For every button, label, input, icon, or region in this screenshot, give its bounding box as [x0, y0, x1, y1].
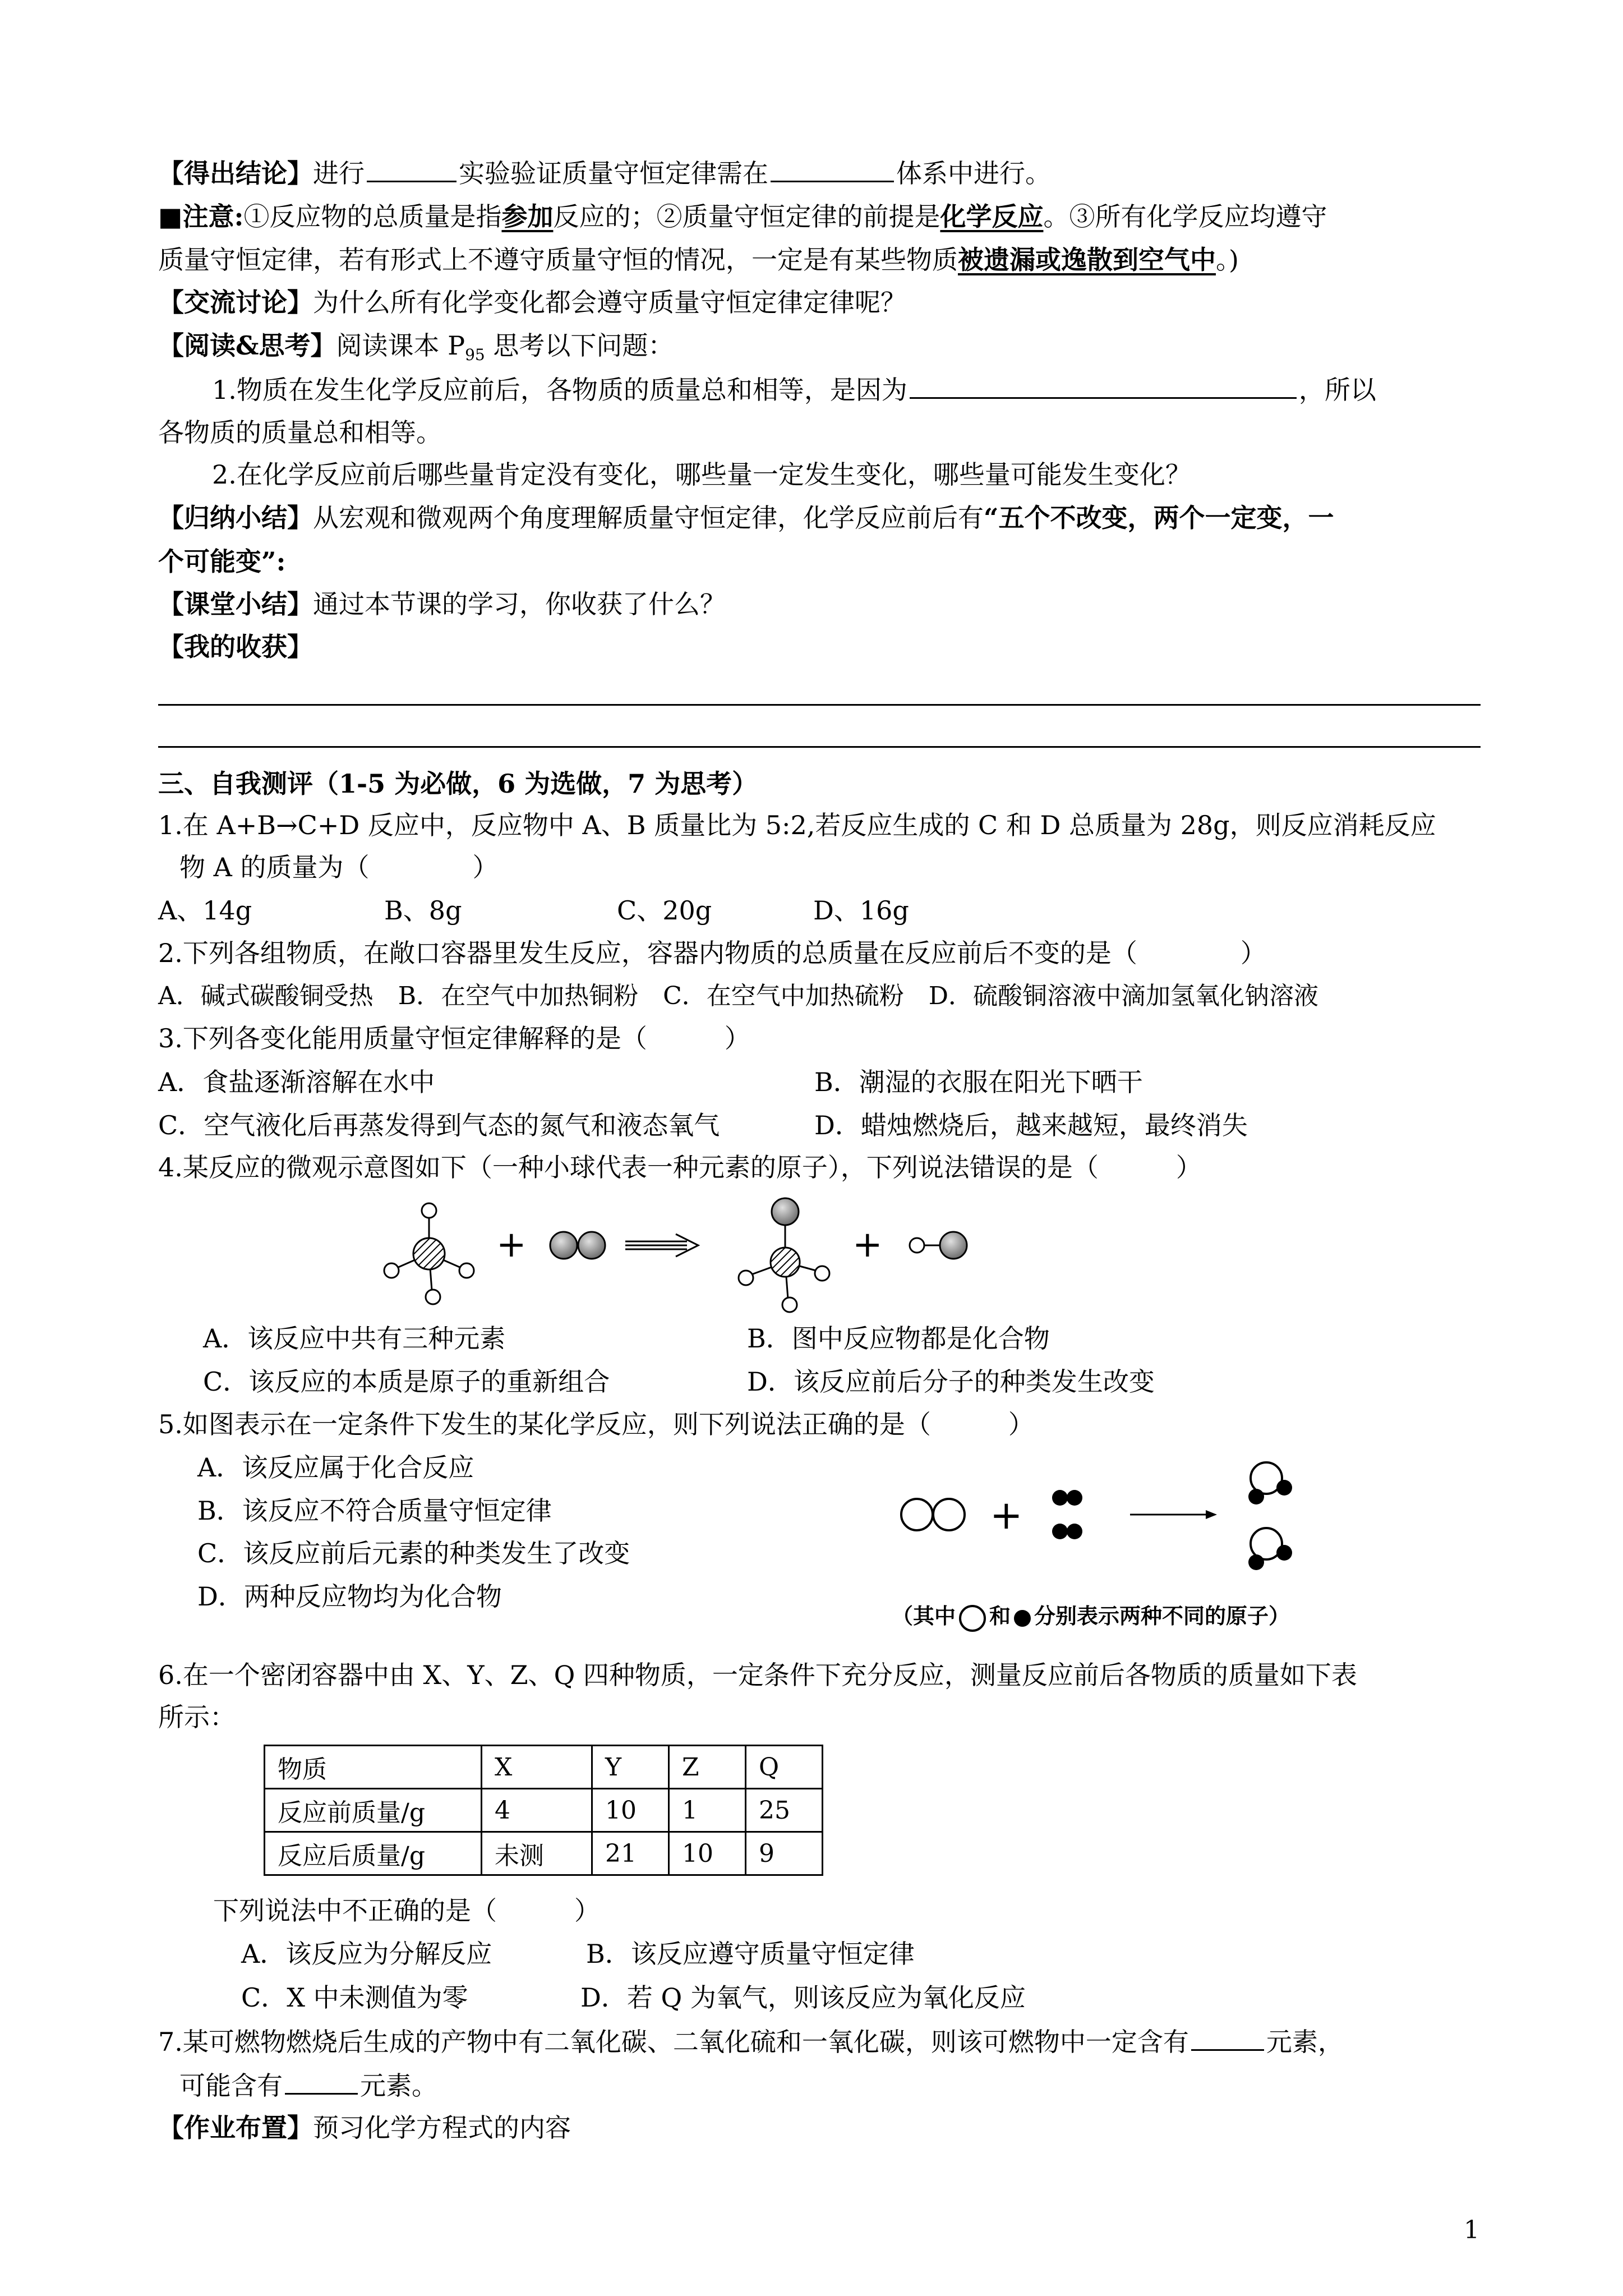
table-cell: 反应后质量/g	[265, 1832, 482, 1875]
table-row	[265, 1832, 823, 1875]
caption-text: 分别表示两种不同的原子）	[1034, 1603, 1290, 1628]
white-atom-icon	[959, 1605, 986, 1632]
q3-option-b: B．潮湿的衣服在阳光下晒干	[814, 1067, 1143, 1097]
table-row	[265, 1746, 823, 1789]
q7-text: 元素，	[1266, 2027, 1344, 2057]
table-cell: 25	[746, 1789, 823, 1832]
note-text: 。)	[1216, 245, 1239, 275]
q5-option-c: C．该反应前后元素的种类发生了改变	[197, 1538, 630, 1568]
table-cell: 物质	[265, 1746, 482, 1789]
q5-option-b: B．该反应不符合质量守恒定律	[197, 1496, 552, 1526]
reading-q2: 2.在化学反应前后哪些量肯定没有变化，哪些量一定发生变化，哪些量可能发生变化？	[212, 459, 1191, 490]
table-cell: X	[482, 1746, 592, 1789]
reading-q1-cont: 各物质的质量总和相等。	[158, 417, 442, 448]
caption-text: （其中	[892, 1603, 956, 1628]
q5-stem: 5.如图表示在一定条件下发生的某化学反应，则下列说法正确的是（ ）	[158, 1409, 1034, 1439]
table-row	[265, 1789, 823, 1832]
q4-stem: 4.某反应的微观示意图如下（一种小球代表一种元素的原子），下列说法错误的是（ ）	[158, 1152, 1202, 1182]
q7-text: 7.某可燃物燃烧后生成的产物中有二氧化碳、二氧化硫和一氧化碳，则该可燃物中一定含有	[158, 2027, 1189, 2057]
q6-option-b: B．该反应遵守质量守恒定律	[586, 1939, 915, 1969]
conclusion-text-1: 进行	[313, 158, 365, 188]
methane-like-molecule	[384, 1203, 474, 1304]
summary-bold: “五个不改变，两个一定变，一	[984, 503, 1334, 533]
homework-tag: 【作业布置】	[158, 2113, 313, 2143]
q7-line-2	[179, 2067, 437, 2103]
answer-blank[interactable]	[910, 371, 1297, 399]
reading-q1-text: 1.物质在发生化学反应前后，各物质的质量总和相等，是因为	[212, 375, 907, 405]
plus-sign: +	[852, 1224, 883, 1266]
q1-option-d: D、16g	[813, 895, 909, 926]
answer-blank[interactable]	[367, 155, 457, 182]
q5-caption	[892, 1599, 1290, 1634]
q7-text: 元素。	[360, 2070, 437, 2101]
table-cell: 21	[592, 1832, 669, 1875]
mixed-diatomic-molecule	[910, 1232, 967, 1259]
q4-option-c: C．该反应的本质是原子的重新组合	[203, 1366, 610, 1397]
q6-option-c: C．X 中未测值为零	[241, 1982, 468, 2013]
q1-option-c: C、20g	[617, 895, 712, 926]
note-tag: ■注意:	[158, 201, 244, 232]
gain-tag: 【我的收获】	[158, 632, 313, 662]
q5-reaction-diagram	[892, 1453, 1357, 1616]
conclusion-text-3: 体系中进行。	[896, 158, 1051, 188]
summary-text: 从宏观和微观两个角度理解质量守恒定律，化学反应前后有	[313, 503, 984, 533]
note-emphasis: 化学反应	[940, 201, 1044, 232]
reading-text: 思考以下问题：	[485, 330, 674, 361]
q6-stem: 6.在一个密闭容器中由 X、Y、Z、Q 四种物质，一定条件下充分反应，测量反应前后各物质的质量如下表	[158, 1660, 1357, 1690]
q3-stem: 3.下列各变化能用质量守恒定律解释的是（ ）	[158, 1023, 750, 1053]
conclusion-text-2: 实验验证质量守恒定律需在	[459, 158, 768, 188]
note-line-1	[158, 199, 1327, 234]
answer-blank[interactable]	[1191, 2023, 1264, 2051]
table-cell: Z	[669, 1746, 746, 1789]
table-cell: 10	[592, 1789, 669, 1832]
table-cell: 未测	[482, 1832, 592, 1875]
answer-line[interactable]	[158, 704, 1481, 706]
plus-sign: +	[496, 1224, 527, 1266]
page-subscript: 95	[465, 346, 485, 365]
q1-stem: 1.在 A+B→C+D 反应中，反应物中 A、B 质量比为 5:2,若反应生成的 C 和 D 总质量为 28g，则反应消耗反应	[158, 810, 1436, 840]
q6-stem-cont: 所示：	[158, 1702, 236, 1732]
q7-text: 可能含有	[179, 2070, 283, 2101]
reading-q1	[212, 371, 1376, 407]
note-line-2	[158, 242, 1239, 277]
q5-option-a: A．该反应属于化合反应	[197, 1452, 474, 1483]
table-cell: 9	[746, 1832, 823, 1875]
reading-line	[158, 328, 674, 372]
note-text: 。③所有化学反应均遵守	[1043, 201, 1327, 232]
answer-blank[interactable]	[771, 155, 894, 182]
q1-option-b: B、8g	[384, 895, 462, 926]
note-text: ①反应物的总质量是指	[243, 201, 502, 232]
product-molecule	[1248, 1462, 1292, 1504]
reading-text: 阅读课本 P	[336, 330, 465, 361]
table-cell: 反应前质量/g	[265, 1789, 482, 1832]
mass-table	[264, 1745, 823, 1876]
section-title: 三、自我测评（1-5 为必做，6 为选做，7 为思考）	[158, 769, 758, 799]
q4-option-a: A．该反应中共有三种元素	[203, 1323, 506, 1354]
q6-prompt: 下列说法中不正确的是（ ）	[213, 1895, 600, 1926]
q2-stem: 2.下列各组物质，在敞口容器里发生反应，容器内物质的总质量在反应前后不变的是（ ）	[158, 938, 1266, 968]
q3-option-d: D．蜡烛燃烧后，越来越短，最终消失	[814, 1110, 1248, 1140]
class-summary-text: 通过本节课的学习，你收获了什么？	[313, 589, 726, 619]
q4-reaction-diagram	[359, 1189, 987, 1318]
table-cell: Y	[592, 1746, 669, 1789]
homework-line	[158, 2110, 571, 2145]
discussion-line	[158, 285, 906, 320]
table-cell: 1	[669, 1789, 746, 1832]
summary-line-1	[158, 500, 1334, 535]
answer-line[interactable]	[158, 746, 1481, 748]
plus-sign: +	[990, 1492, 1023, 1538]
reaction-arrow	[625, 1234, 698, 1257]
note-text: 质量守恒定律，若有形式上不遵守质量守恒的情况，一定是有某些物质	[158, 245, 958, 275]
q6-option-a: A．该反应为分解反应	[241, 1939, 492, 1969]
summary-line-2: 个可能变”:	[158, 546, 286, 577]
q4-option-b: B．图中反应物都是化合物	[747, 1323, 1050, 1354]
note-emphasis: 被遗漏或逸散到空气中	[958, 245, 1216, 275]
discussion-text: 为什么所有化学变化都会遵守质量守恒定律定律呢？	[313, 287, 906, 318]
q3-option-c: C．空气液化后再蒸发得到气态的氮气和液态氧气	[158, 1110, 720, 1140]
diatomic-grey-molecule	[550, 1232, 605, 1259]
summary-tag: 【归纳小结】	[158, 503, 313, 533]
reading-tag: 【阅读&思考】	[158, 330, 336, 361]
q3-option-a: A．食盐逐渐溶解在水中	[158, 1067, 435, 1097]
reaction-arrow	[1130, 1510, 1217, 1519]
product-molecule	[1248, 1528, 1292, 1570]
black-atom-icon	[1014, 1610, 1031, 1627]
note-text: 反应的；②质量守恒定律的前提是	[553, 201, 940, 232]
note-emphasis: 参加	[501, 201, 554, 232]
class-summary-line	[158, 587, 726, 622]
discussion-tag: 【交流讨论】	[158, 287, 313, 318]
q4-option-d: D．该反应前后分子的种类发生改变	[747, 1366, 1155, 1397]
reading-q1-text: ，所以	[1298, 375, 1376, 405]
q1-stem-cont: 物 A 的质量为（ ）	[179, 852, 499, 882]
q5-option-d: D．两种反应物均为化合物	[197, 1581, 502, 1612]
white-diatomic-molecule	[901, 1499, 965, 1530]
table-cell: 4	[482, 1789, 592, 1832]
table-cell: 10	[669, 1832, 746, 1875]
q6-option-d: D．若 Q 为氧气，则该反应为氧化反应	[580, 1982, 1026, 2013]
q1-option-a: A、14g	[158, 895, 252, 926]
substituted-molecule	[739, 1198, 829, 1312]
q2-options: A．碱式碳酸铜受热 B．在空气中加热铜粉 C．在空气中加热硫粉 D．硫酸铜溶液中滴加氢氧化钠溶液	[158, 982, 1319, 1010]
page-number: 1	[1464, 2216, 1479, 2244]
class-summary-tag: 【课堂小结】	[158, 589, 313, 619]
table-cell: Q	[746, 1746, 823, 1789]
conclusion-tag: 【得出结论】	[158, 158, 313, 188]
black-diatomic-molecules	[1052, 1490, 1082, 1539]
conclusion-line	[158, 155, 1051, 191]
caption-text: 和	[989, 1603, 1011, 1628]
q7-line-1	[158, 2023, 1344, 2059]
answer-blank[interactable]	[285, 2067, 358, 2095]
homework-text: 预习化学方程式的内容	[313, 2113, 571, 2143]
